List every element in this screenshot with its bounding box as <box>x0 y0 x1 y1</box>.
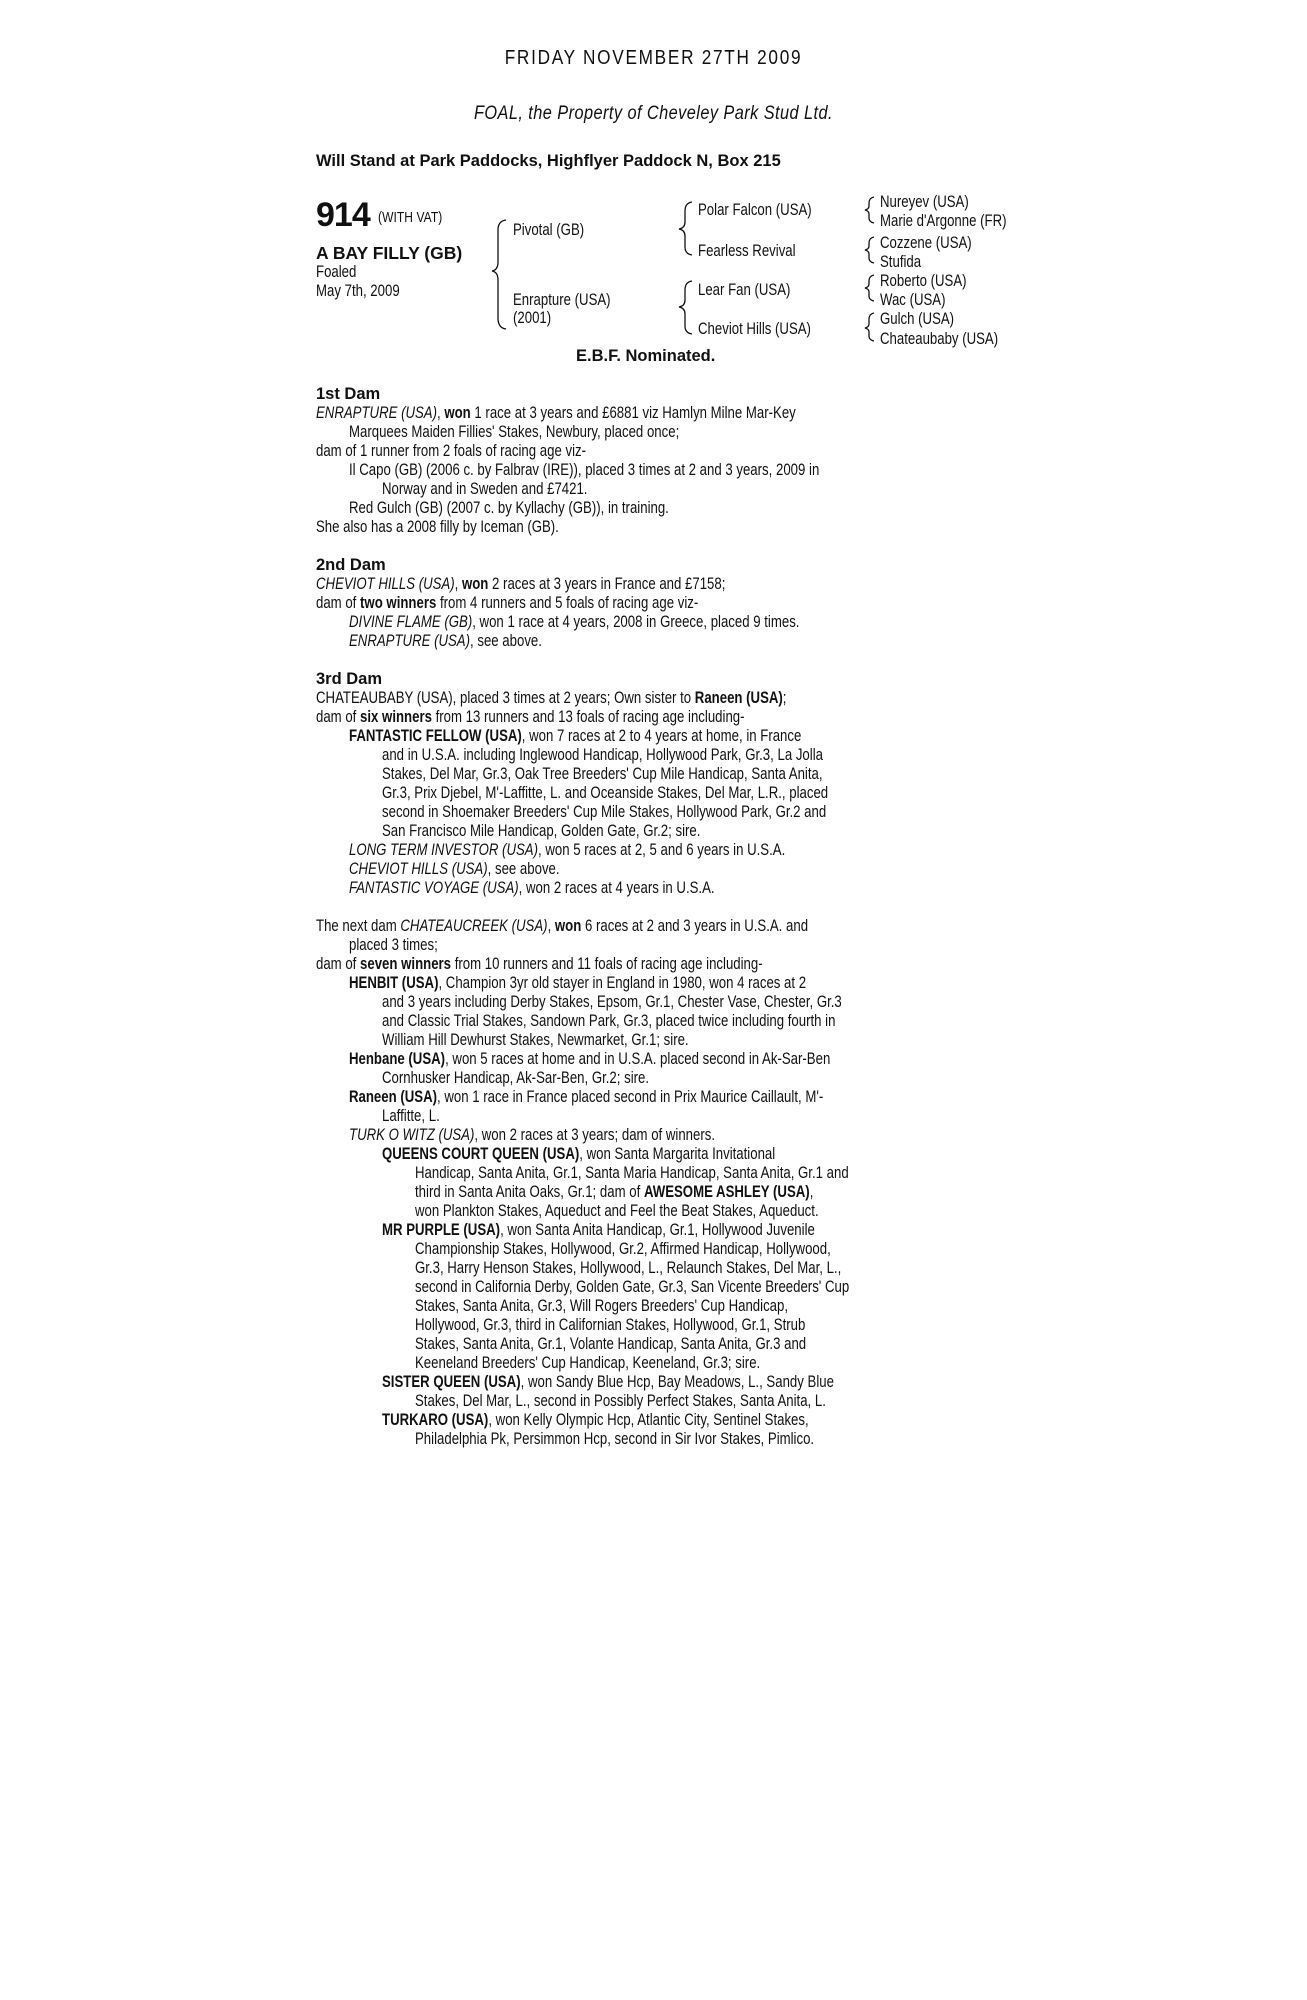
first-dam-heading: 1st Dam <box>316 385 381 403</box>
horse-name: ENRAPTURE (USA) <box>349 632 471 650</box>
winners-count: two winners <box>360 594 437 612</box>
pedigree-dss: Roberto (USA) <box>880 272 967 290</box>
next-dam-line: Gr.3, Harry Henson Stakes, Hollywood, L., Relaunch Stakes, Del Mar, L., <box>415 1259 842 1277</box>
first-dam-line: Red Gulch (GB) (2007 c. by Kyllachy (GB)), in training. <box>349 499 669 517</box>
next-dam-line: MR PURPLE (USA), won Santa Anita Handicap, Gr.1, Hollywood Juvenile <box>382 1221 815 1239</box>
second-dam-heading: 2nd Dam <box>316 556 386 574</box>
second-dam-line: dam of two winners from 4 runners and 5 foals of racing age viz- <box>316 594 699 612</box>
third-dam-line: Stakes, Del Mar, Gr.3, Oak Tree Breeders' Cup Mile Handicap, Santa Anita, <box>382 765 823 783</box>
vendor-subtitle: FOAL, the Property of Cheveley Park Stud Ltd. <box>473 103 834 124</box>
pedigree-dam-year: (2001) <box>513 309 552 327</box>
next-dam-line: Stakes, Del Mar, L., second in Possibly Perfect Stakes, Santa Anita, L. <box>415 1392 826 1410</box>
horse-name: FANTASTIC FELLOW (USA) <box>349 727 522 745</box>
next-dam-line: Stakes, Santa Anita, Gr.1, Volante Handicap, Santa Anita, Gr.3 and <box>415 1335 807 1353</box>
third-dam-line: FANTASTIC FELLOW (USA), won 7 races at 2 to 4 years at home, in France <box>349 727 802 745</box>
next-dam-line: third in Santa Anita Oaks, Gr.1; dam of AWESOME ASHLEY (USA), <box>415 1183 814 1201</box>
second-dam-line: ENRAPTURE (USA), see above. <box>349 632 542 650</box>
third-dam-line: CHEVIOT HILLS (USA), see above. <box>349 860 560 878</box>
sale-date: FRIDAY NOVEMBER 27TH 2009 <box>504 47 803 69</box>
horse-name: FANTASTIC VOYAGE (USA) <box>349 879 519 897</box>
second-dam-line: CHEVIOT HILLS (USA), won 2 races at 3 years in France and £7158; <box>316 575 726 593</box>
horse-name: LONG TERM INVESTOR (USA) <box>349 841 538 859</box>
next-dam-line: Philadelphia Pk, Persimmon Hcp, second in Sir Ivor Stakes, Pimlico. <box>415 1430 815 1448</box>
first-dam-line: Marquees Maiden Fillies' Stakes, Newbury, placed once; <box>349 423 680 441</box>
next-dam-line: Raneen (USA), won 1 race in France placed second in Prix Maurice Caillault, M'- <box>349 1088 824 1106</box>
next-dam-line: Laffitte, L. <box>382 1107 440 1125</box>
pedigree-dsd: Wac (USA) <box>880 291 946 309</box>
dam-name: ENRAPTURE (USA) <box>316 404 438 422</box>
pedigree-ds: Lear Fan (USA) <box>698 281 791 299</box>
horse-name: AWESOME ASHLEY (USA) <box>643 1183 810 1201</box>
horse-name: HENBIT (USA) <box>349 974 439 992</box>
third-dam-heading: 3rd Dam <box>316 670 383 688</box>
third-dam-line: dam of six winners from 13 runners and 13 foals of racing age including- <box>316 708 745 726</box>
won-label: won <box>444 404 471 422</box>
horse-name: QUEENS COURT QUEEN (USA) <box>382 1145 580 1163</box>
horse-name: TURK O WITZ (USA) <box>349 1126 475 1144</box>
horse-name: CHEVIOT HILLS (USA) <box>349 860 488 878</box>
next-dam-line: second in California Derby, Golden Gate, Gr.3, San Vicente Breeders' Cup <box>415 1278 850 1296</box>
third-dam-line: and in U.S.A. including Inglewood Handicap, Hollywood Park, Gr.3, La Jolla <box>382 746 823 764</box>
pedigree-sd: Fearless Revival <box>698 242 796 260</box>
next-dam-line: won Plankton Stakes, Aqueduct and Feel the Beat Stakes, Aqueduct. <box>415 1202 819 1220</box>
next-dam-line: Henbane (USA), won 5 races at home and in U.S.A. placed second in Ak-Sar-Ben <box>349 1050 831 1068</box>
vat-note: (WITH VAT) <box>378 209 443 226</box>
third-dam-line: LONG TERM INVESTOR (USA), won 5 races at 2, 5 and 6 years in U.S.A. <box>349 841 786 859</box>
next-dam-line: Hollywood, Gr.3, third in Californian Stakes, Hollywood, Gr.1, Strub <box>415 1316 806 1334</box>
third-dam-line: CHATEAUBABY (USA), placed 3 times at 2 years; Own sister to Raneen (USA); <box>316 689 787 707</box>
horse-name: DIVINE FLAME (GB) <box>349 613 473 631</box>
pedigree-sire: Pivotal (GB) <box>513 221 585 239</box>
second-dam-line: DIVINE FLAME (GB), won 1 race at 4 years, 2008 in Greece, placed 9 times. <box>349 613 800 631</box>
third-dam-line: San Francisco Mile Handicap, Golden Gate, Gr.2; sire. <box>382 822 701 840</box>
dam-record: 2 races at 3 years in France and £7158; <box>492 575 726 593</box>
third-dam-line: Gr.3, Prix Djebel, M'-Laffitte, L. and Oceanside Stakes, Del Mar, L.R., placed <box>382 784 829 802</box>
pedigree-braces <box>0 0 1307 360</box>
dam-name: CHEVIOT HILLS (USA) <box>316 575 455 593</box>
next-dam-line: Stakes, Santa Anita, Gr.3, Will Rogers Breeders' Cup Handicap, <box>415 1297 789 1315</box>
horse-name: MR PURPLE (USA) <box>382 1221 501 1239</box>
stand-location: Will Stand at Park Paddocks, Highflyer Paddock N, Box 215 <box>316 152 781 170</box>
first-dam-line: ENRAPTURE (USA), won 1 race at 3 years and £6881 viz Hamlyn Milne Mar-Key <box>316 404 796 422</box>
next-dam-line: Cornhusker Handicap, Ak-Sar-Ben, Gr.2; sire. <box>382 1069 650 1087</box>
lot-number: 914 <box>316 196 370 234</box>
pedigree-sss: Nureyev (USA) <box>880 193 969 211</box>
horse-name: Raneen (USA) <box>349 1088 438 1106</box>
next-dam-line: SISTER QUEEN (USA), won Sandy Blue Hcp, Bay Meadows, L., Sandy Blue <box>382 1373 834 1391</box>
first-dam-line: She also has a 2008 filly by Iceman (GB). <box>316 518 559 536</box>
lot-name: A BAY FILLY (GB) <box>316 243 463 263</box>
horse-name: Henbane (USA) <box>349 1050 446 1068</box>
first-dam-line: Il Capo (GB) (2006 c. by Falbrav (IRE)), placed 3 times at 2 and 3 years, 2009 in <box>349 461 820 479</box>
foaled-label: Foaled <box>316 263 357 281</box>
next-dam-line: placed 3 times; <box>349 936 438 954</box>
pedigree-ss: Polar Falcon (USA) <box>698 201 812 219</box>
pedigree-dds: Gulch (USA) <box>880 310 955 328</box>
next-dam-line: Championship Stakes, Hollywood, Gr.2, Affirmed Handicap, Hollywood, <box>415 1240 831 1258</box>
next-dam-line: The next dam CHATEAUCREEK (USA), won 6 races at 2 and 3 years in U.S.A. and <box>316 917 809 935</box>
horse-name: SISTER QUEEN (USA) <box>382 1373 521 1391</box>
next-dam-line: dam of seven winners from 10 runners and 11 foals of racing age including- <box>316 955 763 973</box>
next-dam-line: and Classic Trial Stakes, Sandown Park, Gr.3, placed twice including fourth in <box>382 1012 836 1030</box>
first-dam-line: dam of 1 runner from 2 foals of racing age viz- <box>316 442 586 460</box>
dam-name: CHATEAUCREEK (USA) <box>400 917 548 935</box>
next-dam-line: Keeneland Breeders' Cup Handicap, Keeneland, Gr.3; sire. <box>415 1354 761 1372</box>
won-label: won <box>554 917 582 935</box>
first-dam-line: Norway and in Sweden and £7421. <box>382 480 588 498</box>
horse-name: Raneen (USA) <box>694 689 783 707</box>
won-label: won <box>461 575 489 593</box>
pedigree-ssd: Marie d'Argonne (FR) <box>880 212 1007 230</box>
next-dam-line: and 3 years including Derby Stakes, Epsom, Gr.1, Chester Vase, Chester, Gr.3 <box>382 993 842 1011</box>
next-dam-line: William Hill Dewhurst Stakes, Newmarket, Gr.1; sire. <box>382 1031 689 1049</box>
third-dam-line: FANTASTIC VOYAGE (USA), won 2 races at 4 years in U.S.A. <box>349 879 715 897</box>
next-dam-line: QUEENS COURT QUEEN (USA), won Santa Margarita Invitational <box>382 1145 776 1163</box>
ebf-nominated: E.B.F. Nominated. <box>576 347 716 365</box>
pedigree-sdd: Stufida <box>880 253 922 271</box>
winners-count: seven winners <box>360 955 452 973</box>
pedigree-dam: Enrapture (USA) <box>513 291 611 309</box>
next-dam-line: HENBIT (USA), Champion 3yr old stayer in England in 1980, won 4 races at 2 <box>349 974 807 992</box>
pedigree-dd: Cheviot Hills (USA) <box>698 320 811 338</box>
pedigree-ddd: Chateaubaby (USA) <box>880 330 999 348</box>
pedigree-sds: Cozzene (USA) <box>880 234 972 252</box>
next-dam-line: TURK O WITZ (USA), won 2 races at 3 years; dam of winners. <box>349 1126 716 1144</box>
next-dam-line: TURKARO (USA), won Kelly Olympic Hcp, Atlantic City, Sentinel Stakes, <box>382 1411 809 1429</box>
third-dam-line: second in Shoemaker Breeders' Cup Mile Stakes, Hollywood Park, Gr.2 and <box>382 803 827 821</box>
horse-name: TURKARO (USA) <box>382 1411 489 1429</box>
winners-count: six winners <box>360 708 432 726</box>
next-dam-line: Handicap, Santa Anita, Gr.1, Santa Maria Handicap, Santa Anita, Gr.1 and <box>415 1164 849 1182</box>
dam-record: 1 race at 3 years and £6881 viz Hamlyn Milne Mar-Key <box>474 404 796 422</box>
foaled-date: May 7th, 2009 <box>316 282 400 300</box>
